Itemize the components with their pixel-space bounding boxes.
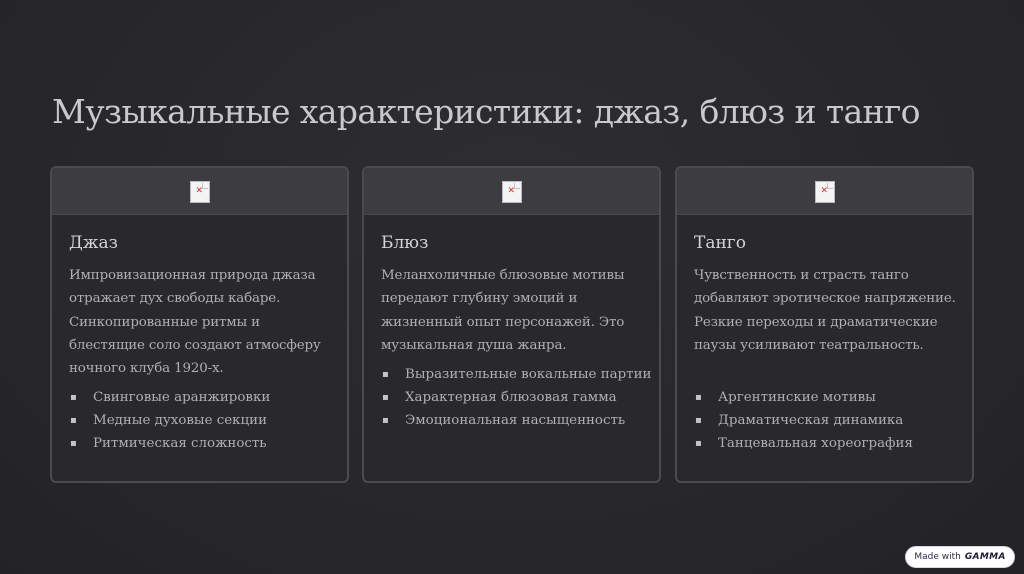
bullet-icon: ▪: [382, 392, 389, 404]
bullet-icon: ▪: [695, 392, 702, 404]
made-with-gamma-badge[interactable]: [905, 546, 1015, 568]
card-image-area: [364, 168, 659, 215]
card-title: Джаз: [69, 233, 118, 253]
bullet-icon: ▪: [695, 438, 702, 450]
list-item: ▪ Танцевальная хореография: [694, 432, 956, 455]
badge-prefix: Made with: [914, 552, 961, 562]
bullet-list: [694, 386, 956, 455]
bullet-icon: ▪: [382, 369, 389, 381]
card-title: Танго: [694, 233, 746, 253]
card-image-area: [52, 168, 347, 215]
broken-image-icon: ✕: [502, 181, 522, 203]
broken-image-icon: ✕: [190, 181, 210, 203]
card-description: Меланхоличные блюзовые мотивы передают глубину эмоций и жизненный опыт персонажей. Это музыкальная душа жанра.: [381, 268, 625, 353]
bullet-list: [381, 363, 652, 432]
list-item: ▪ Аргентинские мотивы: [694, 386, 956, 409]
card-description: Импровизационная природа джаза отражает дух свободы кабаре. Синкопированные ритмы и блестящие соло создают атмосферу ночного клуба 1920-х.: [69, 268, 321, 377]
cards-row: [50, 166, 974, 483]
card-image-area: [677, 168, 972, 215]
bullet-icon: ▪: [695, 415, 702, 427]
gamma-logo: GAMMA: [964, 552, 1006, 562]
bullet-icon: ▪: [382, 415, 389, 427]
bullet-icon: ▪: [70, 415, 77, 427]
card-tango: [675, 166, 974, 483]
card-description: Чувственность и страсть танго добавляют эротическое напряжение. Резкие переходы и драматические паузы усиливают театральность.: [694, 268, 956, 353]
broken-image-icon: ✕: [815, 181, 835, 203]
card-jazz: [50, 166, 349, 483]
bullet-icon: ▪: [70, 392, 77, 404]
bullet-icon: ▪: [70, 438, 77, 450]
card-title: Блюз: [381, 233, 429, 253]
list-item: ▪ Свинговые аранжировки: [69, 386, 331, 409]
page-title: Музыкальные характеристики: джаз, блюз и танго: [52, 92, 920, 131]
list-item: ▪ Медные духовые секции: [69, 409, 331, 432]
list-item: ▪ Выразительные вокальные партии: [381, 363, 643, 386]
bullet-list: [69, 386, 331, 455]
list-item: ▪ Драматическая динамика: [694, 409, 956, 432]
list-item: ▪ Характерная блюзовая гамма: [381, 386, 643, 409]
card-blues: [362, 166, 661, 483]
list-item: ▪ Ритмическая сложность: [69, 432, 331, 455]
list-item: ▪ Эмоциональная насыщенность: [381, 409, 643, 432]
